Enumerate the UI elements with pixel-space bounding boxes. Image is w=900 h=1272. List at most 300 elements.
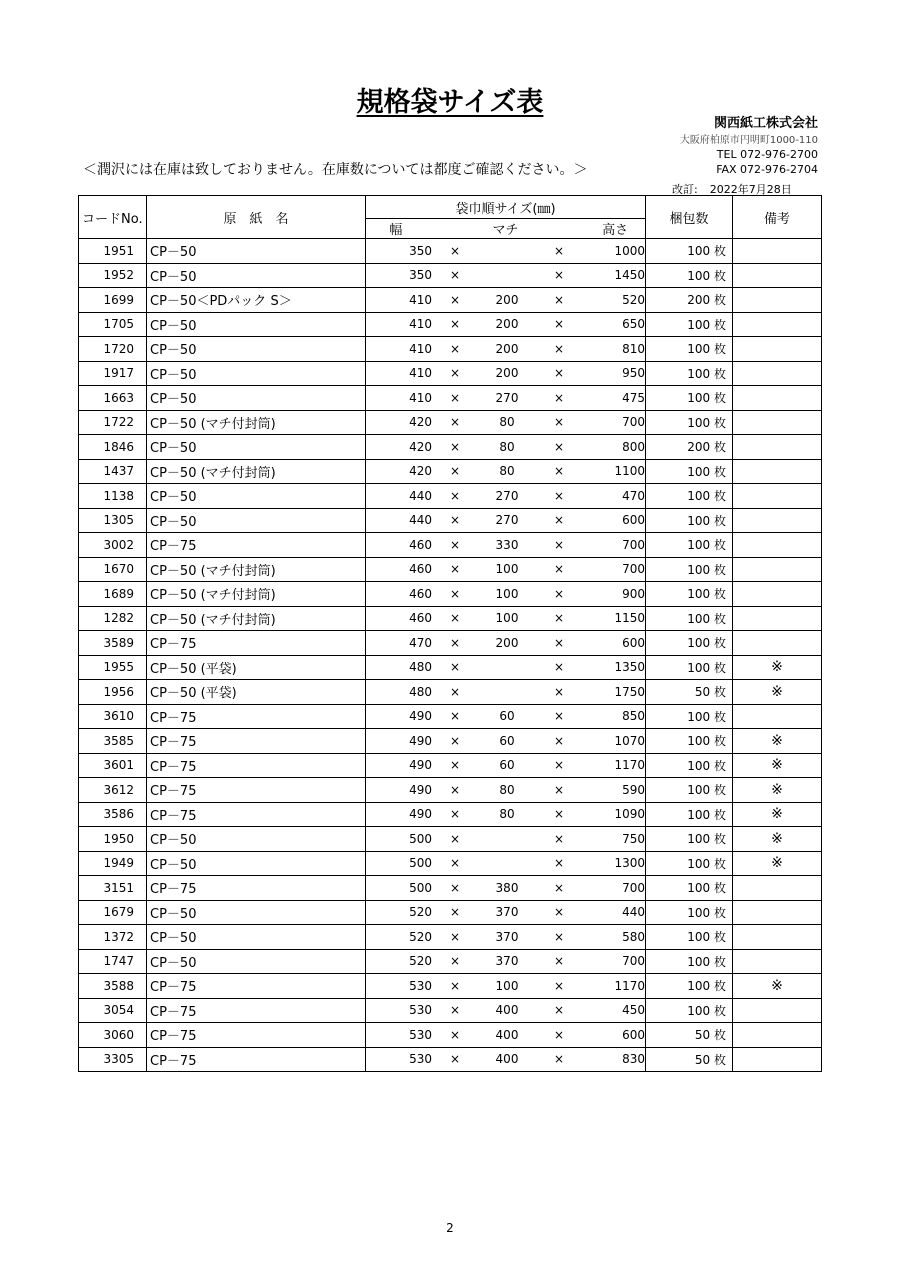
table-row [79,312,822,337]
row-pack-unit: 枚 [713,587,726,602]
row-paper-name: CP－50 (マチ付封筒) [147,582,366,607]
row-note [733,998,822,1023]
row-note [733,533,822,558]
table-row [79,533,822,558]
row-pack-unit: 枚 [713,905,726,920]
row-height: 600 [622,1027,645,1042]
row-size [366,704,646,729]
row-height: 1300 [614,856,645,871]
row-width: 410 [409,317,432,332]
row-width: 480 [409,660,432,675]
row-times-2: × [553,1003,565,1018]
row-times-1: × [449,954,461,969]
row-pack [646,435,733,460]
row-size [366,533,646,558]
row-pack-unit: 枚 [713,317,726,332]
table-row [79,680,822,705]
row-pack-unit: 枚 [713,685,726,700]
row-times-1: × [449,807,461,822]
row-gusset: 400 [495,1003,519,1018]
table-row [79,263,822,288]
row-times-2: × [553,660,565,675]
row-size [366,361,646,386]
row-pack-qty: 200 [687,440,711,455]
row-gusset [478,268,536,282]
row-times-2: × [553,978,565,993]
row-pack-unit: 枚 [713,611,726,626]
row-note [733,239,822,264]
row-pack-unit: 枚 [713,244,726,259]
row-note: ※ [733,827,822,852]
row-code: 1950 [79,827,147,852]
row-size [366,827,646,852]
row-times-2: × [553,439,565,454]
row-height: 700 [622,415,645,430]
row-width: 460 [409,562,432,577]
row-times-2: × [553,415,565,430]
row-times-1: × [449,1003,461,1018]
row-pack-qty: 100 [687,832,711,847]
row-width: 490 [409,782,432,797]
table-row [79,459,822,484]
row-times-1: × [449,684,461,699]
table-row [79,655,822,680]
row-height: 1170 [614,978,645,993]
row-pack-unit: 枚 [713,538,726,553]
row-gusset: 270 [495,390,519,405]
row-pack-unit: 枚 [713,832,726,847]
row-times-2: × [553,929,565,944]
table-row [79,851,822,876]
table-row [79,239,822,264]
row-code: 1663 [79,386,147,411]
row-times-1: × [449,464,461,479]
row-size [366,778,646,803]
row-times-1: × [449,635,461,650]
row-code: 1917 [79,361,147,386]
row-pack-unit: 枚 [713,391,726,406]
row-times-1: × [449,537,461,552]
row-times-1: × [449,415,461,430]
row-size [366,484,646,509]
row-size [366,239,646,264]
row-width: 500 [409,856,432,871]
row-width: 350 [409,268,432,283]
row-size [366,386,646,411]
row-code: 1722 [79,410,147,435]
row-gusset: 80 [499,439,515,454]
row-height: 830 [622,1052,645,1067]
row-pack [646,704,733,729]
row-gusset: 270 [495,513,519,528]
row-times-2: × [553,390,565,405]
row-pack [646,337,733,362]
row-code: 1437 [79,459,147,484]
row-times-2: × [553,562,565,577]
row-note [733,435,822,460]
row-pack-unit: 枚 [713,758,726,773]
row-gusset: 60 [499,709,515,724]
row-height: 750 [622,831,645,846]
row-code: 1670 [79,557,147,582]
row-gusset: 200 [495,366,519,381]
row-pack-unit: 枚 [713,954,726,969]
table-row [79,631,822,656]
row-paper-name: CP－75 [147,876,366,901]
row-width: 490 [409,758,432,773]
row-height: 580 [622,929,645,944]
row-paper-name: CP－75 [147,802,366,827]
row-gusset: 80 [499,807,515,822]
row-gusset: 370 [495,905,519,920]
row-code: 1372 [79,925,147,950]
row-size [366,925,646,950]
row-height: 700 [622,954,645,969]
row-pack-qty: 100 [687,734,711,749]
row-width: 470 [409,635,432,650]
row-height: 1150 [614,611,645,626]
row-note [733,557,822,582]
row-times-2: × [553,513,565,528]
row-times-1: × [449,439,461,454]
row-pack-qty: 100 [687,954,711,969]
row-pack [646,239,733,264]
table-row [79,484,822,509]
row-gusset: 200 [495,317,519,332]
row-gusset: 200 [495,292,519,307]
table-row [79,876,822,901]
row-height: 1450 [614,268,645,283]
row-note [733,1023,822,1048]
table-row [79,729,822,754]
row-code: 3588 [79,974,147,999]
row-width: 410 [409,341,432,356]
row-note [733,900,822,925]
row-pack-qty: 50 [694,1052,711,1067]
row-width: 530 [409,1003,432,1018]
row-paper-name: CP－75 [147,704,366,729]
row-width: 460 [409,586,432,601]
row-width: 410 [409,292,432,307]
row-note [733,606,822,631]
row-width: 410 [409,366,432,381]
row-times-1: × [449,660,461,675]
table-row [79,998,822,1023]
row-times-2: × [553,611,565,626]
row-height: 1750 [614,684,645,699]
row-pack [646,827,733,852]
row-height: 600 [622,513,645,528]
row-pack [646,1047,733,1072]
row-pack [646,680,733,705]
row-code: 1846 [79,435,147,460]
row-code: 3151 [79,876,147,901]
row-width: 490 [409,807,432,822]
row-pack [646,753,733,778]
row-pack-unit: 枚 [713,807,726,822]
row-height: 1100 [614,464,645,479]
row-code: 3060 [79,1023,147,1048]
row-times-1: × [449,782,461,797]
row-size [366,655,646,680]
row-pack-qty: 100 [687,856,711,871]
row-pack-qty: 100 [687,342,711,357]
row-pack-unit: 枚 [713,440,726,455]
row-note [733,288,822,313]
row-code: 1138 [79,484,147,509]
row-code: 1689 [79,582,147,607]
table-row [79,288,822,313]
header-note: 備考 [733,196,822,239]
row-size [366,288,646,313]
table-row [79,704,822,729]
row-note: ※ [733,851,822,876]
row-pack-unit: 枚 [713,464,726,479]
row-times-2: × [553,905,565,920]
bag-size-table [78,195,822,1072]
row-pack-qty: 100 [687,587,711,602]
row-size [366,802,646,827]
row-paper-name: CP－50 [147,949,366,974]
row-paper-name: CP－75 [147,1023,366,1048]
header-pack: 梱包数 [646,196,733,239]
row-times-1: × [449,880,461,895]
row-times-1: × [449,586,461,601]
row-height: 700 [622,880,645,895]
table-row [79,361,822,386]
row-size [366,606,646,631]
row-times-1: × [449,513,461,528]
row-pack-qty: 100 [687,611,711,626]
row-gusset: 100 [495,562,519,577]
row-pack-unit: 枚 [713,636,726,651]
row-code: 1949 [79,851,147,876]
row-height: 950 [622,366,645,381]
row-pack-unit: 枚 [713,268,726,283]
row-code: 1699 [79,288,147,313]
row-pack-qty: 100 [687,905,711,920]
row-height: 1090 [614,807,645,822]
row-times-2: × [553,1052,565,1067]
row-paper-name: CP－50 (マチ付封筒) [147,557,366,582]
row-pack-unit: 枚 [713,1052,726,1067]
row-pack-qty: 100 [687,464,711,479]
row-height: 1170 [614,758,645,773]
row-times-2: × [553,464,565,479]
row-times-2: × [553,856,565,871]
row-width: 530 [409,1052,432,1067]
row-pack [646,557,733,582]
row-paper-name: CP－50 [147,827,366,852]
table-row [79,802,822,827]
row-paper-name: CP－75 [147,729,366,754]
row-pack [646,998,733,1023]
row-gusset: 80 [499,464,515,479]
row-pack [646,876,733,901]
row-code: 3586 [79,802,147,827]
row-width: 530 [409,978,432,993]
row-note [733,263,822,288]
row-pack [646,533,733,558]
row-paper-name: CP－75 [147,1047,366,1072]
row-pack-unit: 枚 [713,709,726,724]
row-size [366,1023,646,1048]
row-paper-name: CP－50 [147,508,366,533]
table-row [79,386,822,411]
table-row [79,974,822,999]
row-gusset [478,685,536,699]
row-width: 460 [409,537,432,552]
row-paper-name: CP－50 [147,263,366,288]
row-code: 1747 [79,949,147,974]
row-gusset [478,832,536,846]
row-pack-qty: 100 [687,562,711,577]
row-pack-qty: 100 [687,783,711,798]
row-size [366,582,646,607]
row-pack-qty: 100 [687,758,711,773]
row-pack [646,410,733,435]
row-paper-name: CP－50 (マチ付封筒) [147,606,366,631]
row-pack [646,1023,733,1048]
row-pack-qty: 100 [687,660,711,675]
row-code: 1282 [79,606,147,631]
row-code: 1305 [79,508,147,533]
table-row [79,337,822,362]
row-times-2: × [553,292,565,307]
row-size [366,435,646,460]
row-width: 490 [409,709,432,724]
table-row [79,410,822,435]
row-gusset: 200 [495,635,519,650]
row-times-2: × [553,733,565,748]
row-pack [646,900,733,925]
table-row [79,900,822,925]
row-pack [646,288,733,313]
row-pack-qty: 100 [687,244,711,259]
row-size [366,508,646,533]
header-width: 幅 [389,223,403,238]
row-pack-unit: 枚 [713,366,726,381]
row-times-2: × [553,684,565,699]
row-size [366,998,646,1023]
row-code: 3585 [79,729,147,754]
row-size [366,631,646,656]
row-pack-qty: 100 [687,636,711,651]
row-code: 3601 [79,753,147,778]
row-code: 3589 [79,631,147,656]
row-paper-name: CP－75 [147,753,366,778]
row-paper-name: CP－75 [147,998,366,1023]
row-height: 470 [622,488,645,503]
row-code: 3610 [79,704,147,729]
row-code: 1720 [79,337,147,362]
row-pack-qty: 100 [687,930,711,945]
header-size-sub [366,219,646,239]
row-width: 520 [409,954,432,969]
row-height: 700 [622,562,645,577]
row-times-2: × [553,758,565,773]
row-gusset: 100 [495,586,519,601]
row-pack-unit: 枚 [713,979,726,994]
row-pack-unit: 枚 [713,783,726,798]
row-pack [646,459,733,484]
row-note: ※ [733,655,822,680]
row-pack [646,263,733,288]
row-times-2: × [553,317,565,332]
row-code: 1951 [79,239,147,264]
row-width: 500 [409,831,432,846]
row-size [366,263,646,288]
row-times-2: × [553,1027,565,1042]
row-size [366,949,646,974]
row-height: 475 [622,390,645,405]
row-size [366,974,646,999]
row-times-1: × [449,341,461,356]
row-gusset: 60 [499,758,515,773]
table-row [79,557,822,582]
row-height: 1000 [614,243,645,258]
row-note [733,876,822,901]
row-times-2: × [553,782,565,797]
row-pack-qty: 50 [694,1028,711,1043]
row-paper-name: CP－50＜PDパック S＞ [147,288,366,313]
company-address: 大阪府柏原市円明町1000-110 [679,135,818,146]
page-number: 2 [446,1221,454,1235]
row-times-2: × [553,635,565,650]
table-row [79,582,822,607]
row-paper-name: CP－50 (マチ付封筒) [147,459,366,484]
row-height: 700 [622,537,645,552]
row-pack [646,312,733,337]
row-times-1: × [449,1027,461,1042]
row-gusset: 80 [499,415,515,430]
row-gusset [478,856,536,870]
row-code: 1955 [79,655,147,680]
row-height: 810 [622,341,645,356]
row-pack [646,802,733,827]
row-paper-name: CP－50 [147,361,366,386]
row-times-2: × [553,807,565,822]
row-gusset: 60 [499,733,515,748]
row-width: 480 [409,684,432,699]
row-times-1: × [449,611,461,626]
row-height: 1350 [614,660,645,675]
row-note [733,631,822,656]
revision-label: 改訂: [672,183,698,196]
row-pack-qty: 100 [687,1003,711,1018]
row-pack [646,484,733,509]
row-gusset: 80 [499,782,515,797]
row-pack-unit: 枚 [713,489,726,504]
row-paper-name: CP－50 (平袋) [147,655,366,680]
row-size [366,410,646,435]
row-code: 3305 [79,1047,147,1072]
row-size [366,680,646,705]
row-pack-unit: 枚 [713,562,726,577]
row-code: 3002 [79,533,147,558]
row-pack-qty: 100 [687,881,711,896]
row-height: 850 [622,709,645,724]
row-pack [646,778,733,803]
row-size [366,900,646,925]
row-note [733,459,822,484]
row-times-1: × [449,733,461,748]
table-row [79,508,822,533]
row-times-1: × [449,856,461,871]
row-pack [646,949,733,974]
row-times-2: × [553,954,565,969]
row-pack-unit: 枚 [713,660,726,675]
